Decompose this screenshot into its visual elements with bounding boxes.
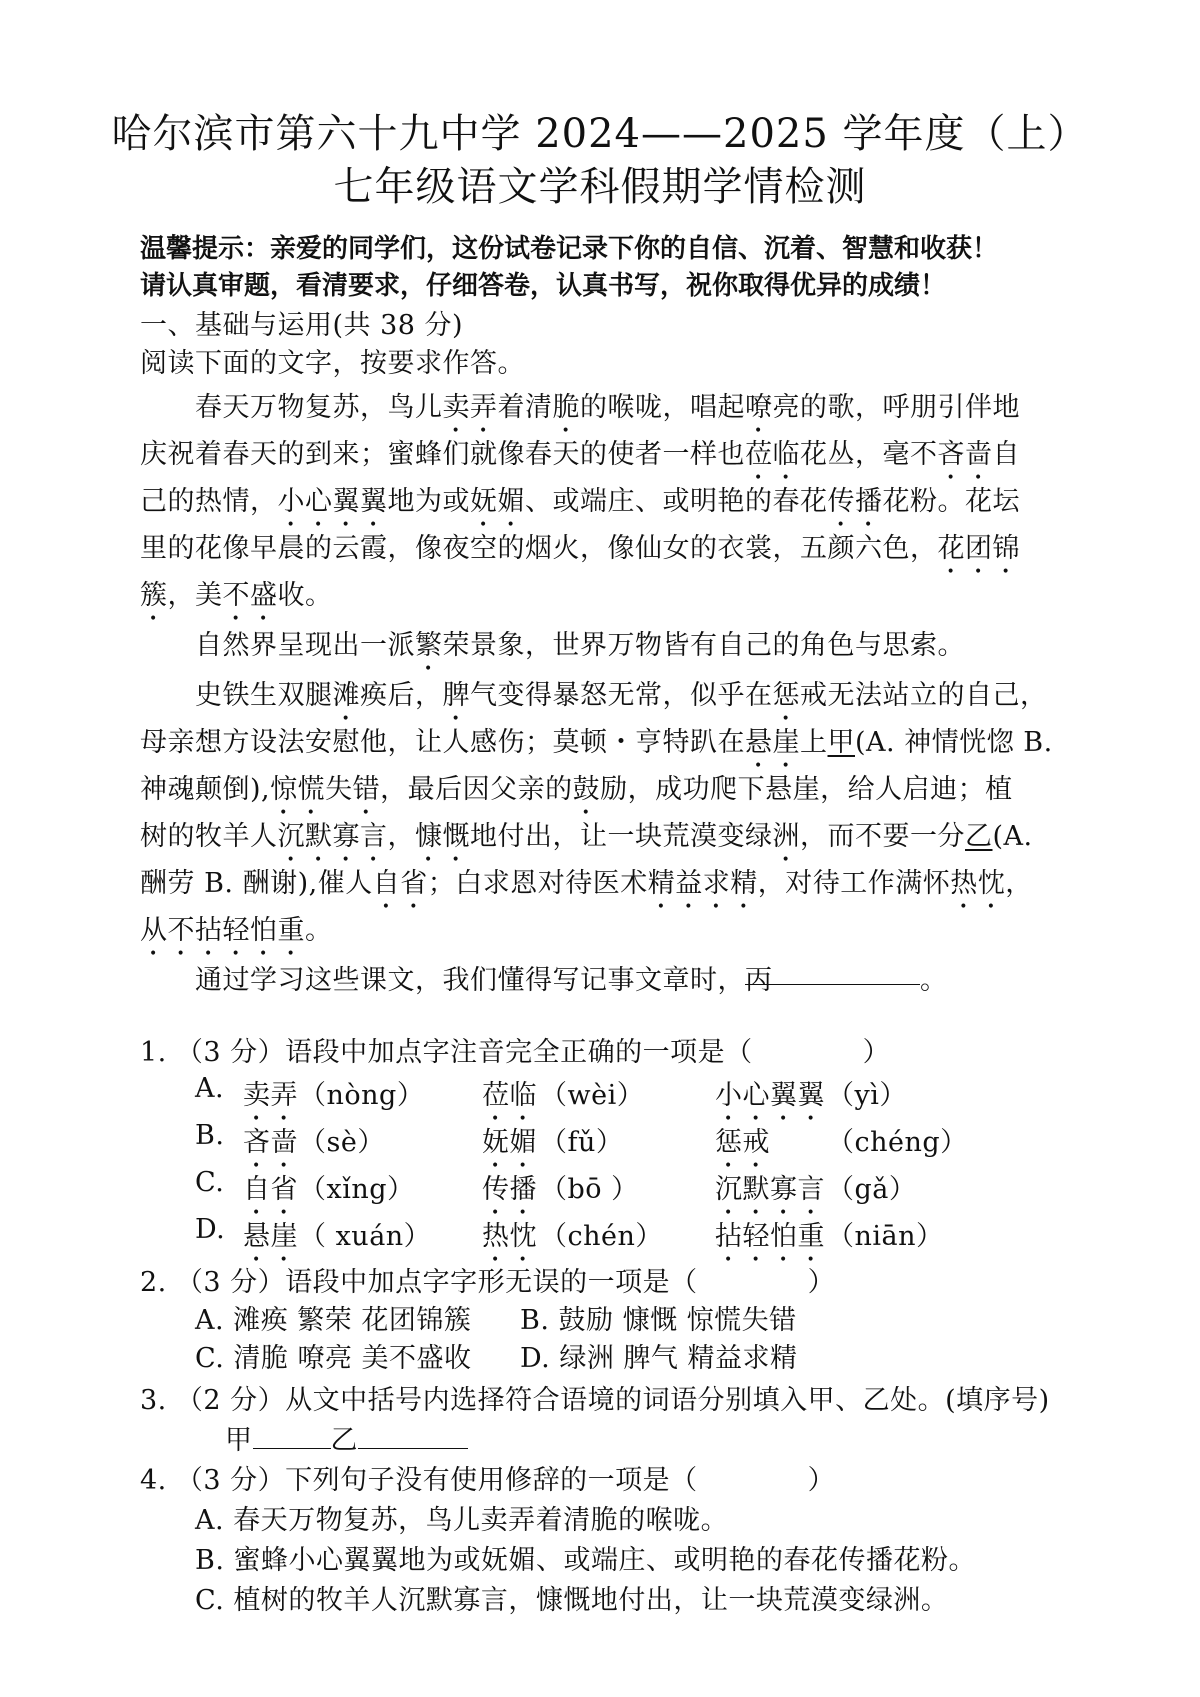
- dotted-word: 脾: [442, 680, 470, 711]
- dotted-word: 洲: [772, 821, 800, 852]
- answer-blank-yi[interactable]: [358, 1422, 468, 1449]
- q2-option-d[interactable]: D. 绿洲 脾气 精益求精: [520, 1343, 798, 1374]
- question-4-stem: 4. （3 分）下列句子没有使用修辞的一项是（ ）: [140, 1465, 836, 1496]
- dotted-word: 脆: [552, 392, 580, 423]
- passage-line: 母亲想方设法安慰他，让人感伤；莫顿・亨特趴在悬崖上甲(A. 神情恍惚 B.: [140, 727, 1053, 758]
- passage-line: 树的牧羊人沉默寡言，慷慨地付出，让一块荒漠变绿洲，而不要一分乙(A.: [140, 821, 1033, 852]
- q2-option-c[interactable]: C. 清脆 嘹亮 美不盛收: [195, 1343, 472, 1374]
- passage-line: 神魂颠倒),惊慌失错，最后因父亲的鼓励，成功爬下悬崖，给人启迪；植: [140, 774, 1013, 805]
- dotted-word: 传播: [827, 486, 883, 517]
- tips-line2: 请认真审题，看清要求，仔细答卷，认真书写，祝你取得优异的成绩！: [140, 271, 947, 301]
- dotted-word: 鼓: [572, 774, 601, 805]
- dotted-word: 小心翼翼: [277, 486, 388, 517]
- dotted-word: 不盛: [222, 580, 278, 611]
- dotted-word: 繁: [415, 630, 443, 661]
- passage-line: 簇，美不盛收。: [140, 580, 333, 611]
- passage-line: 自然界呈现出一派繁荣景象，世界万物皆有自己的角色与思索。: [195, 630, 965, 661]
- dotted-word: 花团锦: [937, 533, 1020, 564]
- dotted-word: 悬崖: [745, 727, 800, 758]
- blank-bing[interactable]: 丙: [745, 958, 920, 985]
- question-3-stem: 3. （2 分）从文中括号内选择符合语境的词语分别填入甲、乙处。(填序号): [140, 1385, 1050, 1416]
- dotted-word: 热忱: [950, 868, 1006, 899]
- blank-jia-marker: 甲: [827, 727, 855, 758]
- dotted-word: 惩: [772, 680, 800, 711]
- dotted-word: 妩媚: [470, 486, 525, 517]
- question-2-stem: 2. （3 分）语段中加点字字形无误的一项是（ ）: [140, 1267, 836, 1298]
- passage-line: 春天万物复苏，鸟儿卖弄着清脆的喉咙，唱起嘹亮的歌，呼朋引伴地: [195, 392, 1020, 423]
- passage-line: 通过学习这些课文，我们懂得写记事文章时，丙 。: [195, 958, 948, 997]
- dotted-word: 自省: [372, 868, 428, 899]
- passage-line: 己的热情，小心翼翼地为或妩媚、或端庄、或明艳的春花传播花粉。花坛: [140, 486, 1020, 517]
- dotted-word: 卖弄: [442, 392, 498, 423]
- dotted-word: 慷慨: [415, 821, 470, 852]
- section-heading: 一、基础与运用(共 38 分): [140, 310, 464, 341]
- dotted-word: 嘹: [745, 392, 773, 423]
- dotted-word: 滩: [332, 680, 360, 711]
- passage-line: 从不拈轻怕重。: [140, 915, 333, 946]
- question-1-stem: 1. （3 分）语段中加点字注音完全正确的一项是（ ）: [140, 1037, 891, 1068]
- tips-line1: 温馨提示：亲爱的同学们，这份试卷记录下你的自信、沉着、智慧和收获！: [140, 234, 999, 264]
- dotted-word: 惊慌: [270, 774, 326, 805]
- dotted-word: 簇: [140, 580, 168, 611]
- dotted-word: 精益求精: [647, 868, 758, 899]
- dotted-word: 错: [352, 774, 381, 805]
- dotted-word: 沉默寡言: [277, 821, 388, 852]
- exam-page: 哈尔滨市第六十九中学 2024——2025 学年度（上） 七年级语文学科假期学情检测 温馨提示：亲爱的同学们，这份试卷记录下你的自信、沉着、智慧和收获！ 请认真审题，看清要求，仔细答卷，认真书写，祝你取得优异的成绩！ 一、基础与运用(共 38 分) 阅读下面的文字，按要求作答。 春天万物复苏，鸟儿卖弄着清脆的喉咙，唱起嘹亮的歌，呼朋引伴地 庆祝着春天的到来；蜜蜂们就像春天的使者一样也莅临花丛，毫不吝啬自 己的热情，小心翼翼地为或妩媚、或端庄、或明艳的春花传播花粉。花坛 里的花像早晨的云霞，像夜空的烟火，像仙女的衣裳，五颜六色，花团锦 簇，美不盛收。 自然界呈现出一派繁荣景象，世界万物皆有自己的角色与思索。 史铁生双腿滩痪后，脾气变得暴怒无常，似乎在惩戒无法站立的自己， 母亲想方设法安慰他，让人感伤；莫顿・亨特趴在悬崖上甲(A. 神情恍惚 B. 神魂颠倒),惊慌失错，最后因父亲的鼓励，成功爬下悬崖，给人启迪；植 树的牧羊人沉默寡言，慷慨地付出，让一块荒漠变绿洲，而不要一分乙(A. 酬劳 B. 酬谢),催人自省；白求恩对待医术精益求精，对待工作满怀热忱， 从不拈轻怕重。 通过学习这些课文，我们懂得写记事文章时，丙 。 1. （3 分）语段中加点字注音完全正确的一项是（ ） A. 卖弄 （nòng） 莅临 （wèi） 小心翼翼 （yì） B. 吝啬 （sè） 妩媚 （fǔ） 惩戒 （chéng） C. 自省 （xǐng） 传播 （bō ） 沉默寡言 （gǎ） D. 悬崖 （ xuán） 热忱 （chén） 拈轻怕重 （niān） 2. （3 分）语段中加点字字形无误的一项是（ ） A. 滩痪 繁荣 花团锦簇 B. 鼓励 慷慨 惊慌失错 C. 清脆 嘹亮 美不盛收 D. 绿洲 脾气 精益求精 3. （2 分）从文中括号内选择符合语境的词语分别填入甲、乙处。(填序号) 甲 乙 4. （3 分）下列句子没有使用修辞的一项是（ ） A. 春天万物复苏，鸟儿卖弄着清脆的喉咙。 B. 蜜蜂小心翼翼地为或妩媚、或端庄、或明艳的春花传播花粉。 C. 植树的牧羊人沉默寡言，慷慨地付出，让一块荒漠变绿洲。: [0, 0, 1200, 1697]
- q4-option-c[interactable]: C. 植树的牧羊人沉默寡言，慷慨地付出，让一块荒漠变绿洲。: [195, 1585, 949, 1616]
- q2-option-b[interactable]: B. 鼓励 慷慨 惊慌失错: [520, 1305, 797, 1336]
- blank-yi-marker: 乙: [965, 821, 993, 852]
- passage-line: 史铁生双腿滩痪后，脾气变得暴怒无常，似乎在惩戒无法站立的自己，: [195, 680, 1048, 711]
- exam-title-line1: 哈尔滨市第六十九中学 2024——2025 学年度（上）: [111, 111, 1089, 157]
- passage-line: 庆祝着春天的到来；蜜蜂们就像春天的使者一样也莅临花丛，毫不吝啬自: [140, 439, 1020, 470]
- answer-blank-jia[interactable]: [253, 1422, 331, 1449]
- dotted-word: 莅临: [745, 439, 800, 470]
- exam-title-line2: 七年级语文学科假期学情检测: [333, 164, 867, 210]
- passage-line: 里的花像早晨的云霞，像夜空的烟火，像仙女的衣裳，五颜六色，花团锦: [140, 533, 1020, 564]
- dotted-word: 从不拈轻怕重: [140, 915, 305, 946]
- section-instruction: 阅读下面的文字，按要求作答。: [140, 348, 525, 379]
- q4-option-a[interactable]: A. 春天万物复苏，鸟儿卖弄着清脆的喉咙。: [195, 1505, 729, 1536]
- q2-option-a[interactable]: A. 滩痪 繁荣 花团锦簇: [195, 1305, 472, 1336]
- dotted-word: 吝啬: [937, 439, 993, 470]
- q4-option-b[interactable]: B. 蜜蜂小心翼翼地为或妩媚、或端庄、或明艳的春花传播花粉。: [195, 1545, 977, 1576]
- passage-line: 酬劳 B. 酬谢),催人自省；白求恩对待医术精益求精，对待工作满怀热忱，: [140, 868, 1033, 899]
- q3-answer-line: 甲 乙: [225, 1418, 468, 1457]
